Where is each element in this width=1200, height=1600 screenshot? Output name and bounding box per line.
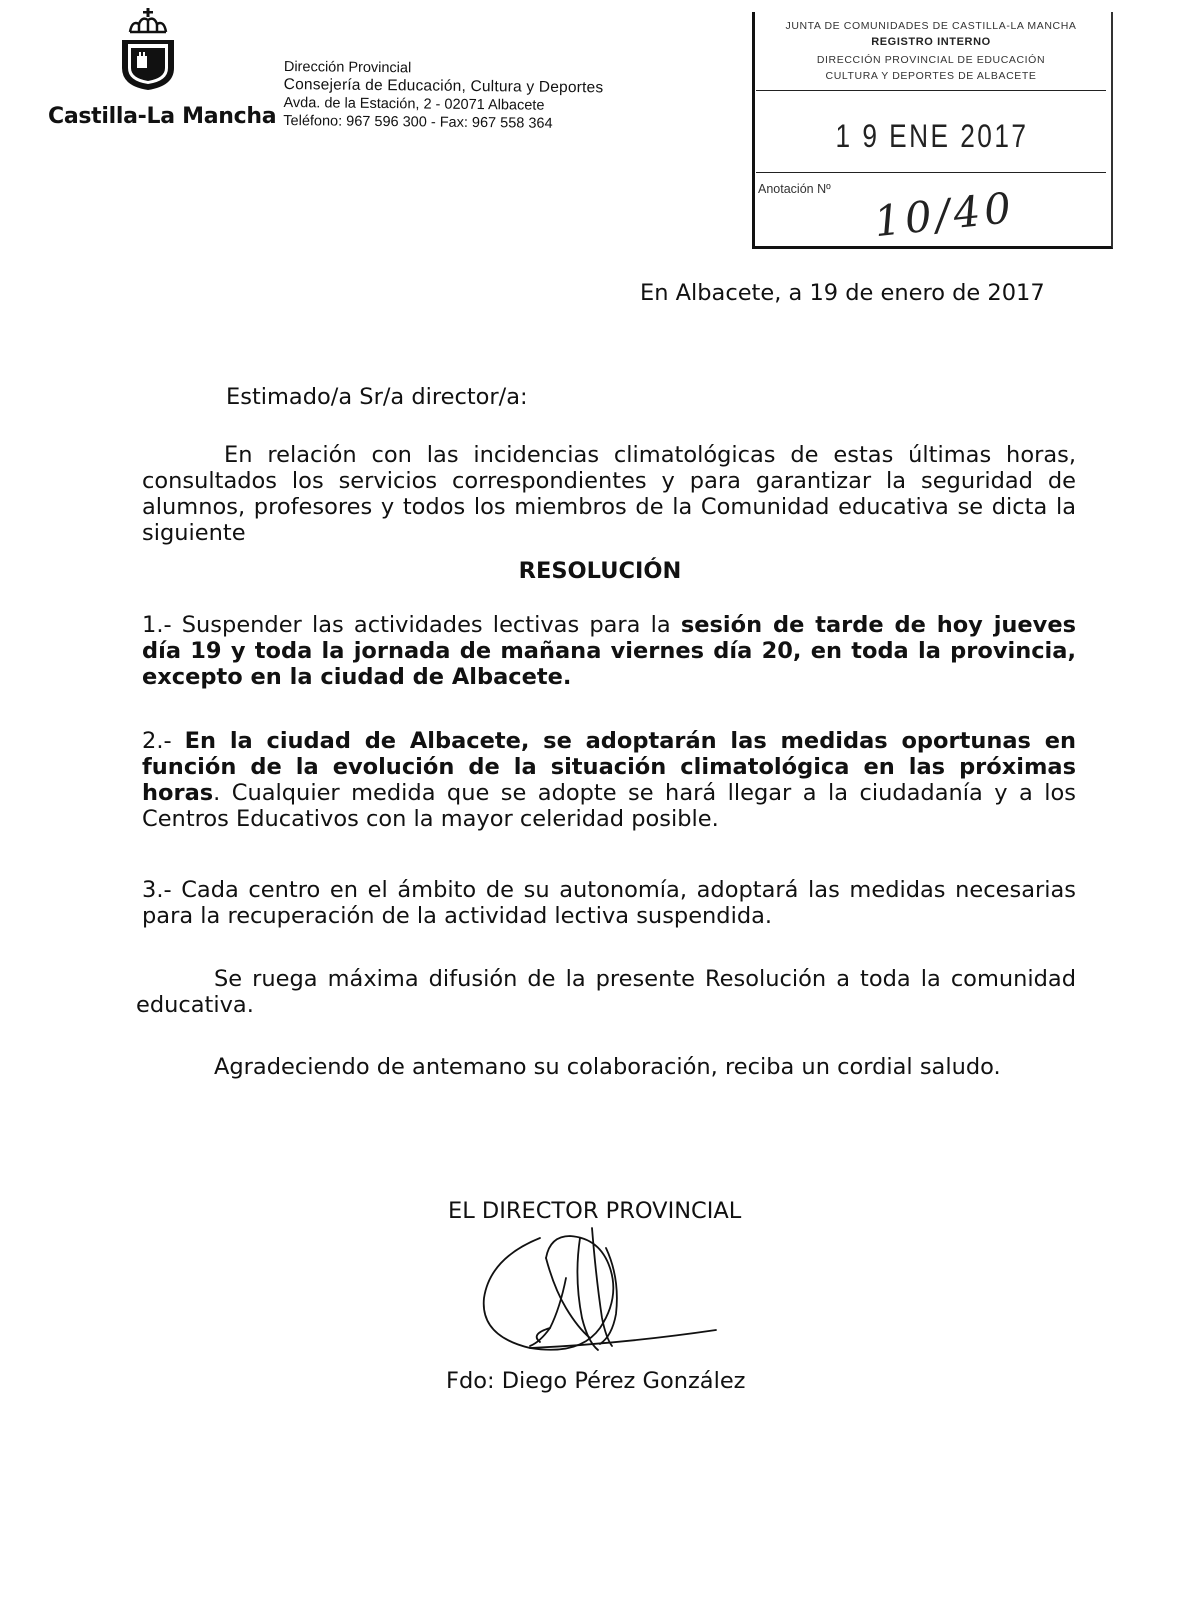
stamp-line-3: DIRECCIÓN PROVINCIAL DE EDUCACIÓN: [816, 54, 1046, 66]
item-1-text: 1.- Suspender las actividades lectivas para la: [142, 612, 681, 638]
stamp-line-2: REGISTRO INTERNO: [871, 36, 991, 48]
annotation-number: 10/40: [871, 182, 1018, 247]
crown-icon: [130, 19, 166, 32]
signed-by: Fdo: Diego Pérez González: [446, 1368, 746, 1394]
item-2-text: . Cualquier medida que se adopte se hará llegar a la ciudadanía y a los Centros Educativos con la mayor celeridad posible.: [142, 780, 1076, 832]
street-address: Avda. de la Estación, 2 - 02071 Albacete: [283, 94, 545, 114]
stamp-line-1: JUNTA DE COMUNIDADES DE CASTILLA-LA MANCHA: [785, 20, 1077, 32]
department-name: Consejería de Educación, Cultura y Deportes: [283, 75, 604, 97]
signer-title: EL DIRECTOR PROVINCIAL: [448, 1198, 742, 1224]
logo-wordmark: Castilla-La Mancha: [48, 104, 277, 129]
resolution-item-2: [142, 728, 1076, 832]
greeting: Estimado/a Sr/a director/a:: [226, 384, 528, 410]
intro-paragraph: En relación con las incidencias climatológicas de estas últimas horas, consultados los servicios correspondientes y para garantizar la seguridad de alumnos, profesores y todos los miembros de la Comunidad educativa se dicta la siguiente: [142, 442, 1076, 546]
item-2-bold-text: En la ciudad de Albacete, se adoptarán las medidas oportunas en función de la evolución de la situación climatológica en las próximas horas: [142, 728, 1076, 806]
office-name: Dirección Provincial: [283, 58, 412, 77]
resolution-item-1: [142, 612, 1076, 690]
diffusion-paragraph: Se ruega máxima difusión de la presente Resolución a toda la comunidad educativa.: [136, 966, 1076, 1018]
phone-fax: Teléfono: 967 596 300 - Fax: 967 558 364: [283, 112, 553, 132]
annotation-label: Anotación Nº: [758, 182, 831, 196]
signature-icon: [470, 1218, 730, 1368]
stamp-divider: [756, 172, 1106, 173]
date-line: En Albacete, a 19 de enero de 2017: [640, 280, 1045, 306]
item-2-number: 2.-: [142, 728, 185, 754]
castilla-la-mancha-logo-icon: [108, 6, 188, 92]
stamp-line-4: CULTURA Y DEPORTES DE ALBACETE: [825, 70, 1037, 82]
shield-icon: [122, 40, 174, 90]
stamp-date: 1 9 ENE 2017: [835, 118, 1029, 154]
letterhead-address: [283, 58, 684, 134]
resolution-item-3: 3.- Cada centro en el ámbito de su autonomía, adoptará las medidas necesarias para la recuperación de la actividad lectiva suspendida.: [142, 877, 1076, 929]
closing-line: Agradeciendo de antemano su colaboración, reciba un cordial saludo.: [214, 1054, 1001, 1080]
resolution-heading: RESOLUCIÓN: [518, 558, 682, 584]
registry-stamp: [752, 12, 1112, 250]
item-1-bold-text: sesión de tarde de hoy jueves día 19 y toda la jornada de mañana viernes día 20, en toda la provincia, excepto en la ciudad de Albacete.: [142, 612, 1077, 690]
stamp-divider: [756, 90, 1106, 91]
